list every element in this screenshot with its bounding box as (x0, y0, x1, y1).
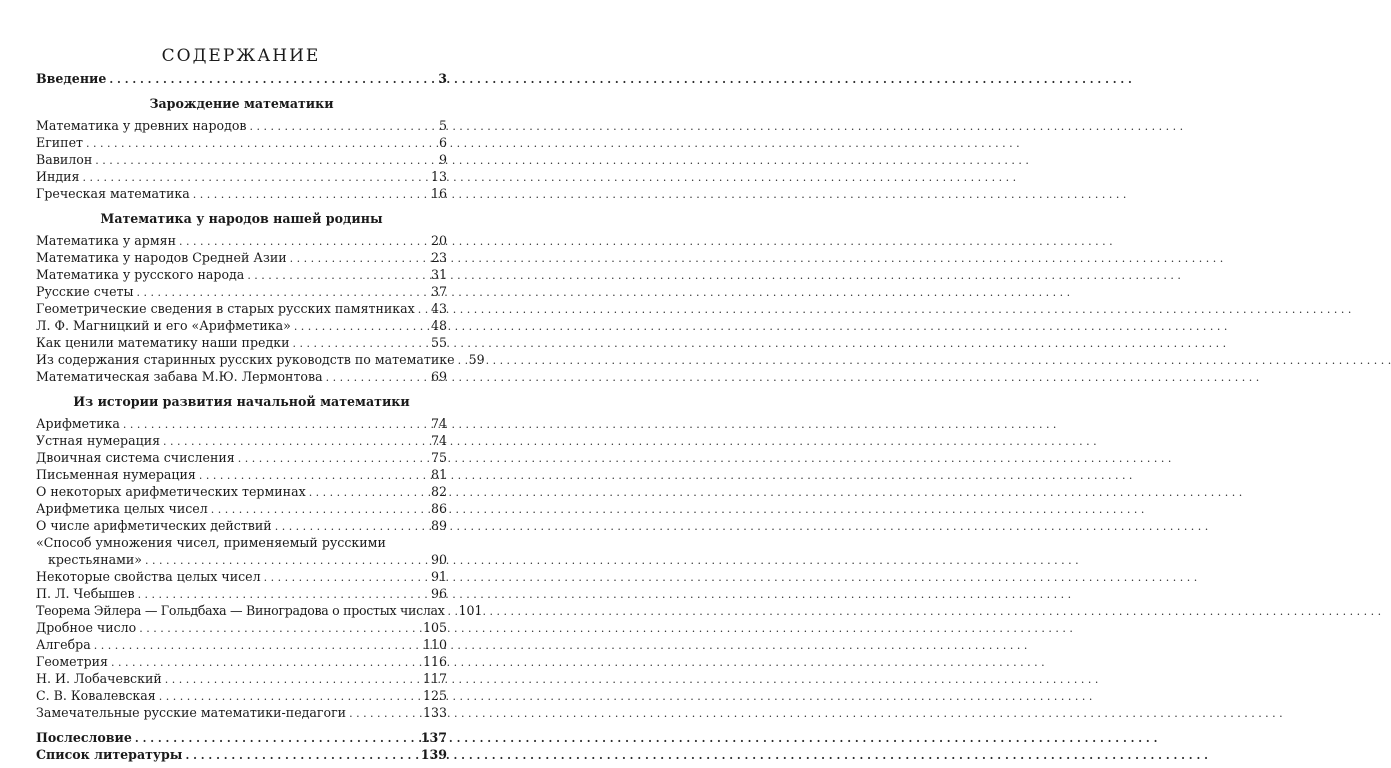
toc-entry-label: Л. Ф. Магницкий и его «Арифметика» (36, 318, 291, 333)
dot-leader (211, 500, 428, 518)
toc-entry[interactable] (36, 500, 447, 517)
toc-entry[interactable] (36, 283, 447, 300)
toc-entry-label: Алгебра (36, 637, 91, 652)
dot-leader (247, 266, 428, 284)
toc-entry-page: 74 (430, 433, 447, 448)
toc-entry-page: 96 (430, 586, 447, 601)
dot-leader (95, 151, 436, 169)
toc-entry-page: 37 (430, 284, 447, 299)
dot-leader (163, 432, 428, 450)
toc-entry[interactable] (36, 619, 447, 636)
toc-entry-label: Индия (36, 169, 80, 184)
toc-entry[interactable] (36, 168, 447, 185)
toc-entry-page: 55 (430, 335, 447, 350)
toc-entry-page: 69 (430, 369, 447, 384)
toc-entry[interactable] (36, 266, 447, 283)
toc-entry-label: Двоичная система счисления (36, 450, 235, 465)
dot-leader (111, 653, 420, 671)
toc-entry[interactable] (36, 415, 447, 432)
dot-leader (349, 704, 420, 722)
dot-leader (250, 117, 436, 135)
table-of-contents (36, 70, 485, 763)
dot-leader (185, 746, 417, 764)
toc-entry[interactable] (36, 351, 485, 368)
toc-entry[interactable] (36, 334, 447, 351)
toc-entry[interactable] (36, 449, 447, 466)
toc-entry-label: Математика у армян (36, 233, 176, 248)
toc-entry-label: Послесловие (36, 730, 132, 745)
toc-entry-page: 81 (430, 467, 447, 482)
toc-entry-page: 13 (430, 169, 447, 184)
toc-entry[interactable] (36, 185, 447, 202)
dot-leader (326, 368, 428, 386)
toc-entry-label: Греческая математика (36, 186, 190, 201)
toc-entry-label: Арифметика целых чисел (36, 501, 208, 516)
dot-leader (264, 568, 428, 586)
dot-leader (165, 670, 420, 688)
dot-leader (238, 449, 428, 467)
toc-entry-label: Письменная нумерация (36, 467, 196, 482)
toc-entry-page: 133 (422, 705, 447, 720)
toc-entry-page: 101 (458, 603, 483, 618)
toc-entry-label: Геометрия (36, 654, 108, 669)
toc-entry[interactable] (36, 687, 447, 704)
toc-entry-page: 116 (422, 654, 447, 669)
toc-entry-page: 90 (430, 552, 447, 567)
toc-entry-label: С. В. Ковалевская (36, 688, 156, 703)
dot-leader (292, 334, 427, 352)
toc-entry-label: Из содержания старинных русских руководств по математике (36, 352, 455, 367)
toc-entry-page: 9 (438, 152, 447, 167)
toc-entry-page: 74 (430, 416, 447, 431)
toc-entry[interactable] (36, 232, 447, 249)
dot-leader (135, 729, 418, 747)
toc-entry-label: Устная нумерация (36, 433, 161, 448)
dot-leader (458, 351, 466, 369)
dot-leader (294, 317, 428, 335)
toc-entry-label: П. Л. Чебышев (36, 586, 135, 601)
toc-entry-label: Математика у народов Средней Азии (36, 250, 287, 265)
toc-entry-label: Дробное число (36, 620, 137, 635)
toc-entry[interactable] (36, 483, 447, 500)
section-heading: Зарождение математики (149, 96, 334, 111)
toc-entry[interactable] (36, 585, 447, 602)
dot-leader (94, 636, 420, 654)
toc-entry-label-continued: крестьянами» (48, 552, 143, 567)
toc-entry[interactable] (36, 568, 447, 585)
toc-entry-page: 23 (430, 250, 447, 265)
toc-entry-label: Вавилон (36, 152, 93, 167)
toc-entry-label: Русские счеты (36, 284, 134, 299)
toc-entry-multiline[interactable] (36, 534, 447, 568)
toc-entry-page: 6 (438, 135, 447, 150)
dot-leader (145, 551, 428, 569)
toc-entry-page: 89 (430, 518, 447, 533)
toc-entry-page: 117 (422, 671, 447, 686)
toc-entry-label: Египет (36, 135, 83, 150)
toc-entry-label: Математика у русского народа (36, 267, 245, 282)
toc-entry-page: 82 (430, 484, 447, 499)
dot-leader (199, 466, 428, 484)
toc-entry[interactable] (36, 670, 447, 687)
page-title: СОДЕРЖАНИЕ (161, 46, 321, 66)
toc-entry[interactable] (36, 368, 447, 385)
toc-entry-label: Арифметика (36, 416, 120, 431)
toc-entry-label: Математическая забава М.Ю. Лермонтова (36, 369, 323, 384)
toc-entry[interactable] (36, 317, 447, 334)
dot-leader (275, 517, 428, 535)
dot-leader (138, 585, 428, 603)
toc-entry-page: 48 (430, 318, 447, 333)
section-heading: Из истории развития начальной математики (73, 394, 410, 409)
toc-entry-afterword[interactable] (36, 729, 447, 746)
dot-leader (290, 249, 428, 267)
toc-entry-page: 105 (422, 620, 447, 635)
document-page (0, 0, 485, 768)
toc-entry-label: Н. И. Лобачевский (36, 671, 162, 686)
toc-entry[interactable] (36, 636, 447, 653)
dot-leader (418, 300, 428, 318)
toc-entry[interactable] (36, 151, 447, 168)
dot-leader (86, 134, 436, 152)
dot-leader (448, 602, 456, 620)
toc-entry-label: Введение (36, 71, 107, 86)
toc-entry-page: 31 (430, 267, 447, 282)
toc-entry-page: 139 (420, 747, 447, 762)
toc-entry[interactable] (36, 300, 447, 317)
dot-leader (309, 483, 428, 501)
toc-entry-label: Замечательные русские математики-педагоги (36, 705, 347, 720)
toc-entry-label: Некоторые свойства целых чисел (36, 569, 261, 584)
toc-entry-label: «Способ умножения чисел, применяемый русскими (36, 535, 386, 550)
toc-entry[interactable] (36, 517, 447, 534)
toc-entry-intro[interactable] (36, 70, 447, 87)
toc-entry-page: 75 (430, 450, 447, 465)
dot-leader (123, 415, 428, 433)
dot-leader (179, 232, 428, 250)
toc-entry[interactable] (36, 134, 447, 151)
toc-entry-page: 91 (430, 569, 447, 584)
toc-entry-bibliography[interactable] (36, 746, 447, 763)
toc-entry[interactable] (36, 117, 447, 134)
toc-entry-page: 3 (438, 71, 447, 86)
toc-entry-page: 16 (430, 186, 447, 201)
dot-leader (193, 185, 428, 203)
section-heading: Математика у народов нашей родины (100, 211, 383, 226)
toc-entry[interactable] (36, 653, 447, 670)
dot-leader (137, 283, 428, 301)
toc-entry-label: Теорема Эйлера — Гольдбаха — Виноградова о простых числах (36, 603, 445, 618)
toc-entry-page: 5 (438, 118, 447, 133)
toc-entry[interactable] (36, 466, 447, 483)
dot-leader (82, 168, 427, 186)
toc-entry-page: 59 (468, 352, 485, 367)
dot-leader (139, 619, 420, 637)
toc-entry-label: Геометрические сведения в старых русских памятниках (36, 301, 415, 316)
toc-entry-label: Как ценили математику наши предки (36, 335, 290, 350)
toc-entry[interactable] (36, 704, 447, 721)
dot-leader (159, 687, 420, 705)
dot-leader (109, 70, 435, 88)
toc-entry-label: О числе арифметических действий (36, 518, 272, 533)
toc-entry-page: 110 (422, 637, 447, 652)
toc-entry-label: Математика у древних народов (36, 118, 247, 133)
toc-entry-page: 137 (420, 730, 447, 745)
toc-entry[interactable] (36, 432, 447, 449)
toc-entry-page: 43 (430, 301, 447, 316)
toc-entry-label: Список литературы (36, 747, 183, 762)
toc-entry-label: О некоторых арифметических терминах (36, 484, 306, 499)
toc-entry-page: 20 (430, 233, 447, 248)
toc-entry[interactable] (36, 249, 447, 266)
toc-entry-page: 125 (422, 688, 447, 703)
toc-entry[interactable] (36, 602, 483, 619)
toc-entry-page: 86 (430, 501, 447, 516)
